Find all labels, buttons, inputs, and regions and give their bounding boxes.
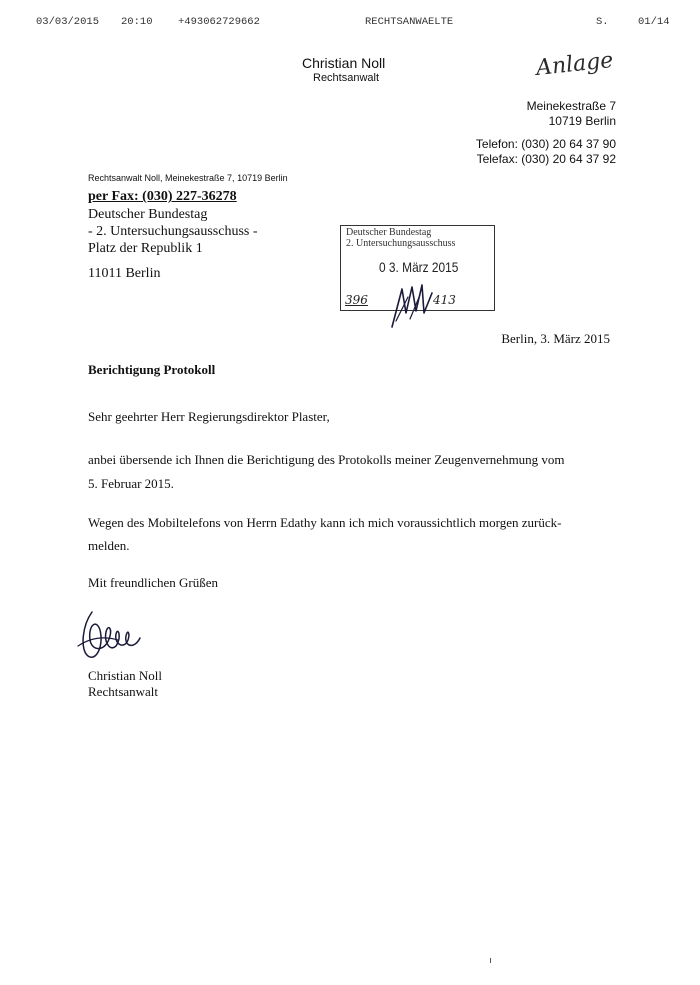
paragraph-2-line-2: melden. [88, 538, 130, 553]
recipient-line-2: - 2. Untersuchungsausschuss - [88, 224, 258, 239]
recipient-line-4: 11011 Berlin [88, 266, 161, 281]
salutation: Sehr geehrter Herr Regierungsdirektor Plaster, [88, 409, 330, 424]
letterhead-phone: Telefon: (030) 20 64 37 90 [475, 137, 616, 151]
handwritten-signature [74, 606, 154, 666]
recipient-line-1: Deutscher Bundestag [88, 207, 208, 222]
stamp-line-1: Deutscher Bundestag [346, 227, 432, 238]
closing: Mit freundlichen Grüßen [88, 575, 218, 590]
letterhead-city: 10719 Berlin [548, 114, 616, 128]
signature-name: Christian Noll [88, 668, 163, 683]
fax-time: 20:10 [121, 16, 153, 28]
stamp-line-2: 2. Untersuchungsausschuss [346, 238, 456, 249]
fax-sender: RECHTSANWAELTE [365, 16, 454, 28]
fax-phone: +493062729662 [178, 16, 260, 28]
letterhead-name: Christian Noll [302, 55, 386, 71]
scan-speck [490, 958, 491, 963]
stamp-date: 0 3. März 2015 [379, 259, 459, 275]
paragraph-1-line-1: anbei übersende ich Ihnen die Berichtigung des Protokolls meiner Zeugenvernehmung vom [88, 452, 565, 467]
stamp-number-right: 413 [433, 293, 456, 307]
subject: Berichtigung Protokoll [88, 362, 216, 377]
paragraph-2-line-1: Wegen des Mobiltelefons von Herrn Edathy kann ich mich voraussichtlich morgen zurück- [88, 515, 562, 530]
date-line: Berlin, 3. März 2015 [501, 331, 610, 346]
handwritten-annotation: Anlage [534, 48, 615, 81]
letterhead-street: Meinekestraße 7 [526, 99, 616, 113]
stamp-number-left: 396 [345, 293, 368, 307]
fax-date: 03/03/2015 [36, 16, 100, 28]
signature-title: Rechtsanwalt [88, 684, 159, 699]
letterhead-fax: Telefax: (030) 20 64 37 92 [476, 152, 616, 166]
recipient-line-3: Platz der Republik 1 [88, 241, 203, 256]
letterhead-title: Rechtsanwalt [313, 72, 380, 84]
fax-header [0, 16, 700, 30]
sender-line: Rechtsanwalt Noll, Meinekestraße 7, 10719 Berlin [88, 173, 288, 183]
fax-page-label: S. [596, 16, 609, 28]
stamp-initials-scribble [388, 283, 436, 331]
paragraph-1-line-2: 5. Februar 2015. [88, 476, 174, 491]
fax-number-line: per Fax: (030) 227-36278 [88, 189, 237, 204]
fax-page-number: 01/14 [638, 16, 670, 28]
